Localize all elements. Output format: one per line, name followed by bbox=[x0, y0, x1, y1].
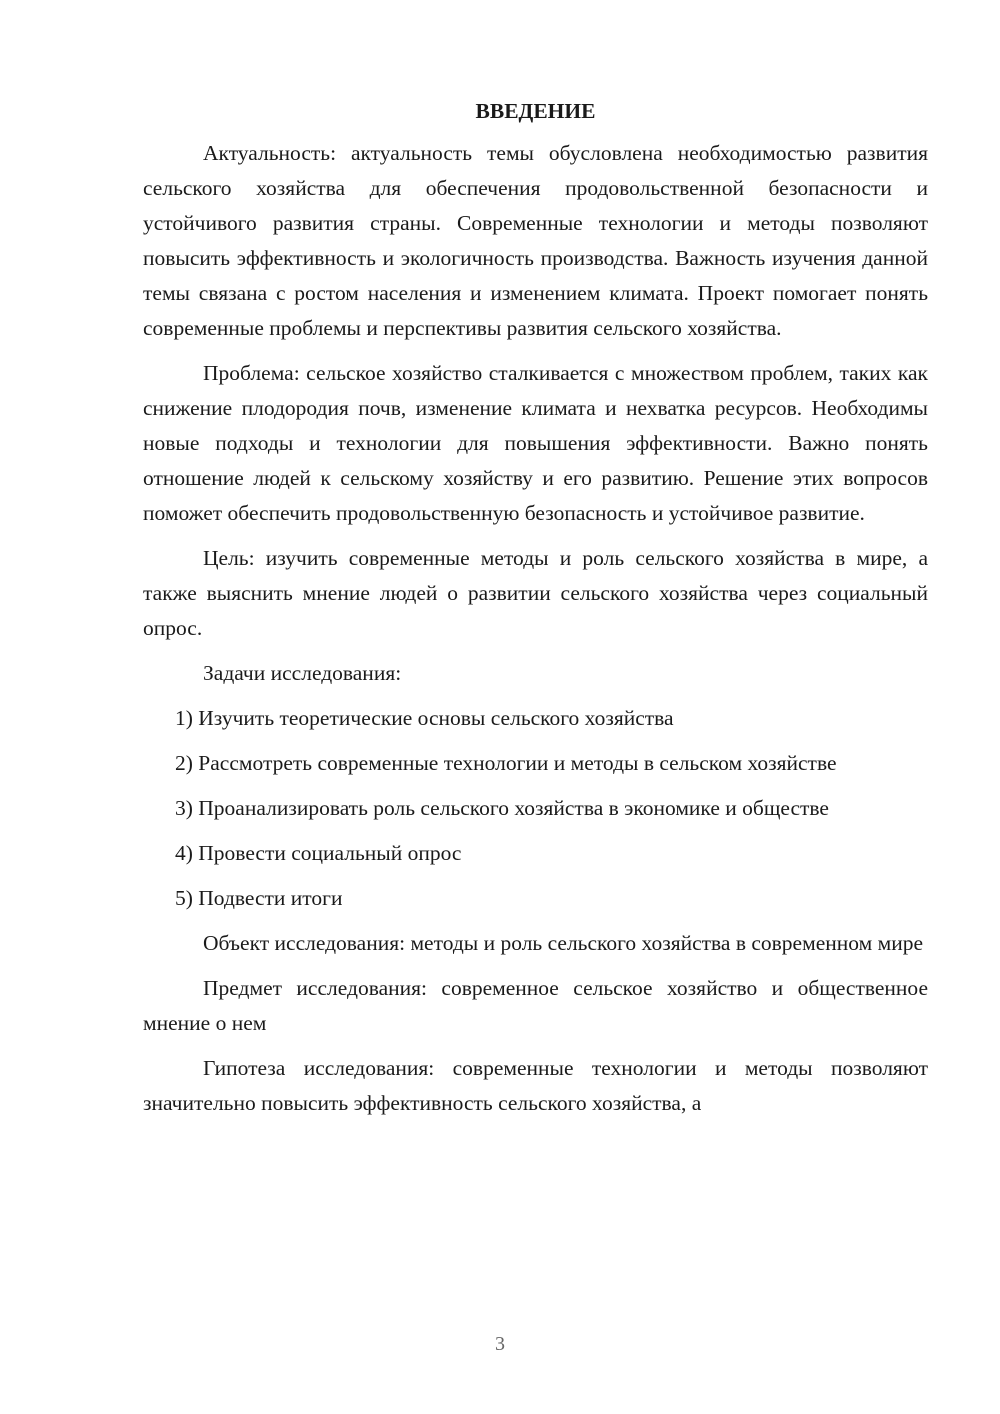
task-item: 2) Рассмотреть современные технологии и методы в сельском хозяйстве bbox=[175, 751, 837, 775]
goal-paragraph: Цель: изучить современные методы и роль сельского хозяйства в мире, а также выяснить мнение людей о развитии сельского хозяйства через социальный опрос. bbox=[143, 546, 928, 640]
page-number: 3 bbox=[495, 1333, 505, 1355]
task-item: 4) Провести социальный опрос bbox=[175, 841, 462, 865]
hypothesis-paragraph: Гипотеза исследования: современные технологии и методы позволяют значительно повысить эффективность сельского хозяйства, а bbox=[143, 1056, 928, 1115]
section-title: ВВЕДЕНИЕ bbox=[475, 99, 596, 123]
problem-paragraph: Проблема: сельское хозяйство сталкивается с множеством проблем, таких как снижение плодородия почв, изменение климата и нехватка ресурсов. Необходимы новые подходы и технологии для повышения эффективности. Важно понять отношение людей к сельскому хозяйству и его развитию. Решение этих вопросов поможет обеспечить продовольственную безопасность и устойчивое развитие. bbox=[143, 361, 928, 525]
task-item: 3) Проанализировать роль сельского хозяйства в экономике и обществе bbox=[175, 796, 829, 820]
subject-paragraph: Предмет исследования: современное сельское хозяйство и общественное мнение о нем bbox=[143, 976, 928, 1035]
task-item: 5) Подвести итоги bbox=[175, 886, 343, 910]
document-page bbox=[143, 96, 928, 1131]
task-item: 1) Изучить теоретические основы сельского хозяйства bbox=[175, 706, 674, 730]
object-paragraph: Объект исследования: методы и роль сельского хозяйства в современном мире bbox=[203, 931, 923, 955]
relevance-paragraph: Актуальность: актуальность темы обусловлена необходимостью развития сельского хозяйства для обеспечения продовольственной безопасности и устойчивого развития страны. Современные технологии и методы позволяют повысить эффективность и экологичность производства. Важность изучения данной темы связана с ростом населения и изменением климата. Проект помогает понять современные проблемы и перспективы развития сельского хозяйства. bbox=[143, 141, 928, 340]
tasks-heading: Задачи исследования: bbox=[203, 661, 402, 685]
